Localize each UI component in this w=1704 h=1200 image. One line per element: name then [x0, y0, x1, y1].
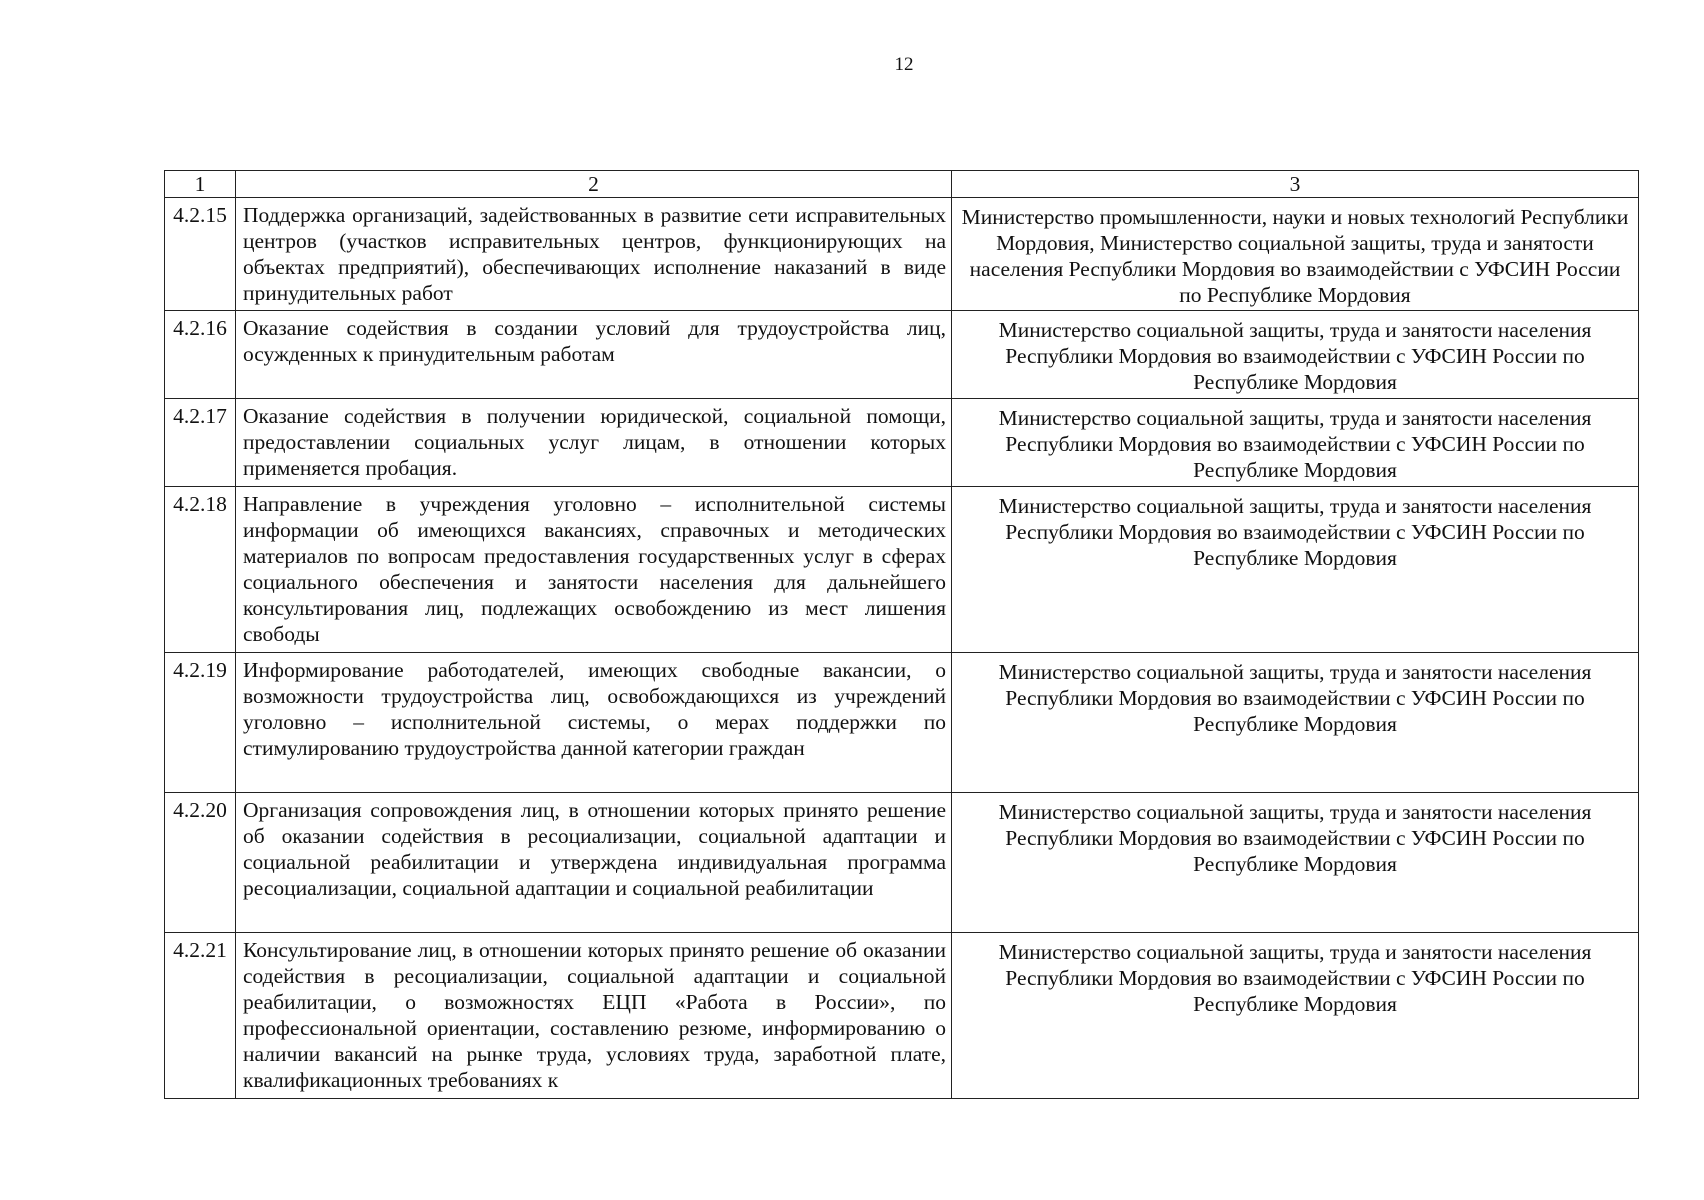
item-number: 4.2.18: [165, 487, 236, 653]
item-number: 4.2.19: [165, 653, 236, 793]
table-row: [165, 933, 1639, 1099]
responsible-executors: Министерство социальной защиты, труда и занятости населения Республики Мордовия во взаимодействии с УФСИН России по Республике Мордовия: [952, 653, 1639, 793]
responsible-executors: Министерство социальной защиты, труда и занятости населения Республики Мордовия во взаимодействии с УФСИН России по Республике Мордовия: [952, 399, 1639, 487]
item-number: 4.2.16: [165, 311, 236, 399]
table-row: [165, 311, 1639, 399]
measure-description: Направление в учреждения уголовно – исполнительной системы информации об имеющихся вакансиях, справочных и методических материалов по вопросам предоставления государственных услуг в сферах социального обеспечения и занятости населения для дальнейшего консультирования лиц, подлежащих освобождению из мест лишения свободы: [236, 487, 952, 653]
column-header-1: 1: [165, 171, 236, 198]
column-header-2: 2: [236, 171, 952, 198]
measure-description: Оказание содействия в получении юридической, социальной помощи, предоставлении социальных услуг лицам, в отношении которых применяется пробация.: [236, 399, 952, 487]
item-number: 4.2.21: [165, 933, 236, 1099]
item-number: 4.2.20: [165, 793, 236, 933]
measure-description: Организация сопровождения лиц, в отношении которых принято решение об оказании содействия в ресоциализации, социальной адаптации и социальной реабилитации и утверждена индивидуальная программа ресоциализации, социальной адаптации и социальной реабилитации: [236, 793, 952, 933]
responsible-executors: Министерство социальной защиты, труда и занятости населения Республики Мордовия во взаимодействии с УФСИН России по Республике Мордовия: [952, 311, 1639, 399]
table-row: [165, 653, 1639, 793]
page-number: 12: [894, 54, 914, 75]
table-header-row: [165, 171, 1639, 198]
measure-description: Консультирование лиц, в отношении которых принято решение об оказании содействия в ресоциализации, социальной адаптации и социальной реабилитации, о возможностях ЕЦП «Работа в России», по профессиональной ориентации, составлению резюме, информированию о наличии вакансий на рынке труда, условиях труда, заработной плате, квалификационных требованиях к: [236, 933, 952, 1099]
column-header-3: 3: [952, 171, 1639, 198]
table-row: [165, 487, 1639, 653]
responsible-executors: Министерство промышленности, науки и новых технологий Республики Мордовия, Министерство социальной защиты, труда и занятости населения Республики Мордовия во взаимодействии с УФСИН России по Республике Мордовия: [952, 198, 1639, 311]
measures-table: [164, 170, 1639, 1099]
item-number: 4.2.17: [165, 399, 236, 487]
measure-description: Оказание содействия в создании условий для трудоустройства лиц, осужденных к принудительным работам: [236, 311, 952, 399]
responsible-executors: Министерство социальной защиты, труда и занятости населения Республики Мордовия во взаимодействии с УФСИН России по Республике Мордовия: [952, 487, 1639, 653]
table-row: [165, 793, 1639, 933]
table-row: [165, 399, 1639, 487]
table-row: [165, 198, 1639, 311]
measure-description: Поддержка организаций, задействованных в развитие сети исправительных центров (участков исправительных центров, функционирующих на объектах предприятий), обеспечивающих исполнение наказаний в виде принудительных работ: [236, 198, 952, 311]
responsible-executors: Министерство социальной защиты, труда и занятости населения Республики Мордовия во взаимодействии с УФСИН России по Республике Мордовия: [952, 793, 1639, 933]
measure-description: Информирование работодателей, имеющих свободные вакансии, о возможности трудоустройства лиц, освобождающихся из учреждений уголовно – исполнительной системы, о мерах поддержки по стимулированию трудоустройства данной категории граждан: [236, 653, 952, 793]
responsible-executors: Министерство социальной защиты, труда и занятости населения Республики Мордовия во взаимодействии с УФСИН России по Республике Мордовия: [952, 933, 1639, 1099]
item-number: 4.2.15: [165, 198, 236, 311]
